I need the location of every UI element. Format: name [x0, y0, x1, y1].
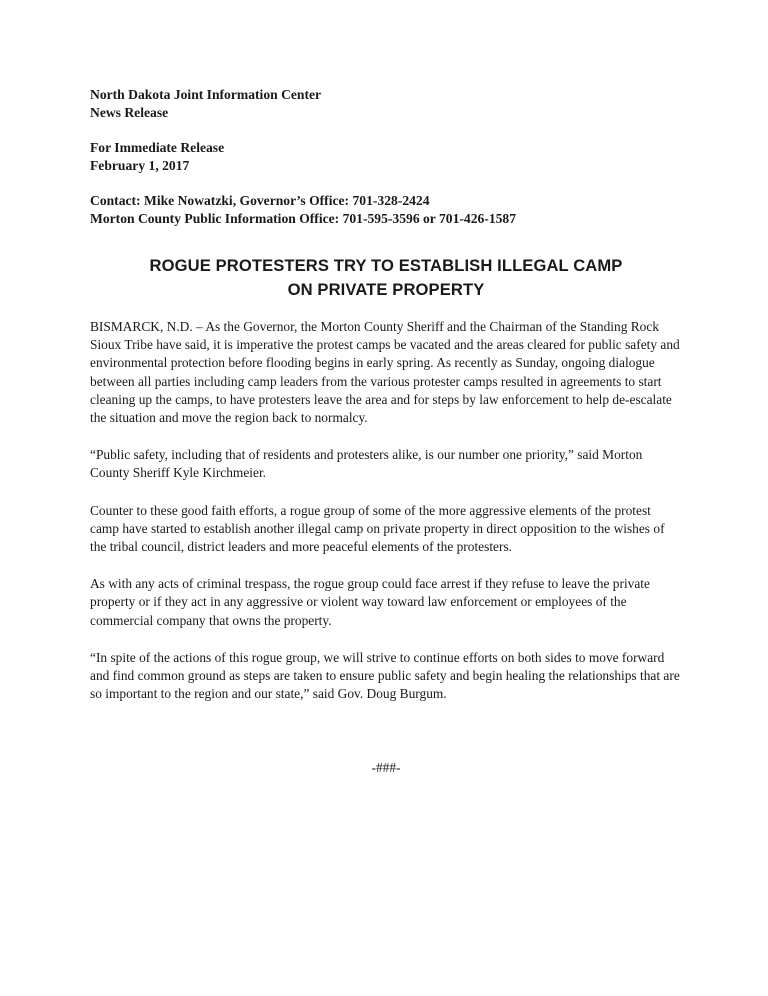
end-mark: -###- [371, 760, 401, 776]
paragraph-2: “Public safety, including that of residents and protesters alike, is our number one priority,” said Morton County Sheriff Kyle Kirchmeier. [90, 447, 643, 481]
press-release-page [90, 86, 682, 777]
release-type: News Release [90, 105, 169, 120]
org-name: North Dakota Joint Information Center [90, 87, 322, 102]
contact-governor: Contact: Mike Nowatzki, Governor’s Office: 701-328-2424 [90, 193, 430, 208]
release-title [90, 254, 682, 302]
header-org-block [90, 86, 682, 122]
header-release-block [90, 139, 682, 175]
paragraph-4: As with any acts of criminal trespass, the rogue group could face arrest if they refuse to leave the private property or if they act in any aggressive or violent way toward law enforcement or employees of the commercial company that owns the property. [90, 576, 650, 628]
paragraph-3: Counter to these good faith efforts, a rogue group of some of the more aggressive elements of the protest camp have started to establish another illegal camp on private property in direct opposition to the wishes of the tribal council, district leaders and more peaceful elements of the protesters. [90, 502, 665, 555]
release-notice: For Immediate Release [90, 140, 225, 155]
release-date: February 1, 2017 [90, 158, 190, 173]
title-line-2: ON PRIVATE PROPERTY [287, 280, 485, 299]
header-contact-block [90, 192, 682, 228]
paragraph-1: BISMARCK, N.D. – As the Governor, the Morton County Sheriff and the Chairman of the Standing Rock Sioux Tribe have said, it is imperative the protest camps be vacated and the areas cleared for public safety and environmental protection before flooding begins in early spring. As recently as Sunday, ongoing dialogue between all parties including camp leaders from the various protester camps resulted in agreements to start cleaning up the camps, to have protesters leave the area and for steps by law enforcement to help de-escalate the situation and move the region back to normalcy. [90, 319, 680, 426]
title-line-1: ROGUE PROTESTERS TRY TO ESTABLISH ILLEGAL CAMP [149, 256, 623, 275]
paragraph-5: “In spite of the actions of this rogue group, we will strive to continue efforts on both sides to move forward and find common ground as steps are taken to ensure public safety and begin healing the relationships that are so important to the region and our state,” said Gov. Doug Burgum. [90, 649, 680, 702]
contact-morton-county: Morton County Public Information Office: 701-595-3596 or 701-426-1587 [90, 211, 517, 226]
